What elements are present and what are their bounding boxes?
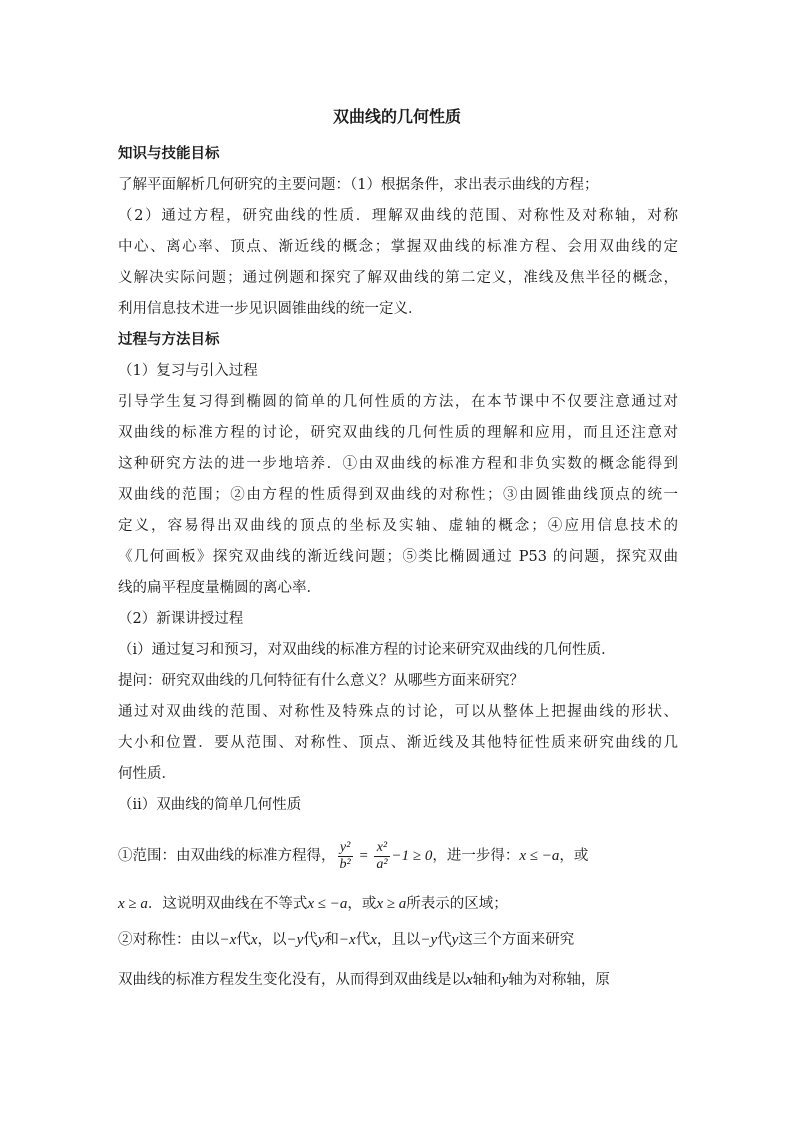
symmetry-line-2: 双曲线的标准方程发生变化没有，从而得到双曲线是以x轴和y轴为对称轴，原 <box>118 972 610 988</box>
range-line-2: x ≥ a．这说明双曲线在不等式x ≤ −a，或x ≥ a所表示的区域； <box>118 896 508 912</box>
fraction-x2-a2: $\frac{\text{x²}}{\text{a²}}$ <box>376 839 388 872</box>
process-line-7: 线的扁平程度量椭圆的离心率． <box>118 580 321 596</box>
subsection-i: （i）通过复习和预习，对双曲线的标准方程的讨论来研究双曲线的几何性质． <box>118 642 616 658</box>
process-line-4: 双曲线的范围；②由方程的性质得到双曲线的对称性；③由圆锥曲线顶点的统一 <box>118 487 678 503</box>
knowledge-line-5: 利用信息技术进一步见识圆锥曲线的统一定义． <box>118 301 423 317</box>
process-line-3: 这种研究方法的进一步地培养．①由双曲线的标准方程和非负实数的概念能得到 <box>118 456 678 472</box>
symmetry-line-1: ②对称性：由以−x代x，以−y代y和−x代x，且以−y代y这三个方面来研究 <box>118 932 575 948</box>
process-subhead-1: （1）复习与引入过程 <box>118 363 258 379</box>
answer-line-1: 通过对双曲线的范围、对称性及特殊点的讨论，可以从整体上把握曲线的形状、 <box>118 704 678 720</box>
range-line-1: ①范围：由双曲线的标准方程得， $\frac{\text{y²}}{\text{b²}}$ = $\frac{\text{x²}}{\text{a²}}$ −1 ≥ 0，进一步得：x ≤ −a，或 <box>118 839 589 872</box>
knowledge-line-2: （2）通过方程，研究曲线的性质．理解双曲线的范围、对称性及对称轴，对称 <box>118 208 678 224</box>
process-line-1: 引导学生复习得到椭圆的简单的几何性质的方法，在本节课中不仅要注意通过对 <box>118 394 678 410</box>
knowledge-line-3: 中心、离心率、顶点、渐近线的概念；掌握双曲线的标准方程、会用双曲线的定 <box>118 239 678 255</box>
page-title: 双曲线的几何性质 <box>332 107 461 126</box>
fraction-y2-b2: $\frac{\text{y²}}{\text{b²}}$ <box>339 839 351 872</box>
knowledge-line-4: 义解决实际问题；通过例题和探究了解双曲线的第二定义，准线及焦半径的概念， <box>118 270 678 286</box>
question-line: 提问：研究双曲线的几何特征有什么意义？从哪些方面来研究？ <box>118 673 524 689</box>
answer-line-2: 大小和位置．要从范围、对称性、顶点、渐近线及其他特征性质来研究曲线的几 <box>118 735 678 751</box>
process-subhead-2: （2）新课讲授过程 <box>118 611 244 627</box>
knowledge-line-1: 了解平面解析几何研究的主要问题：（1）根据条件，求出表示曲线的方程； <box>118 177 599 193</box>
process-line-5: 定义，容易得出双曲线的顶点的坐标及实轴、虚轴的概念；④应用信息技术的 <box>118 518 678 534</box>
heading-knowledge: 知识与技能目标 <box>118 146 220 162</box>
subsection-ii: （ii）双曲线的简单几何性质 <box>118 797 302 813</box>
heading-process: 过程与方法目标 <box>118 332 220 348</box>
answer-line-3: 何性质． <box>118 766 176 782</box>
process-line-2: 双曲线的标准方程的讨论，研究双曲线的几何性质的理解和应用，而且还注意对 <box>118 425 678 441</box>
process-line-6: 《几何画板》探究双曲线的渐近线问题；⑤类比椭圆通过 P53 的问题，探究双曲 <box>118 549 678 565</box>
